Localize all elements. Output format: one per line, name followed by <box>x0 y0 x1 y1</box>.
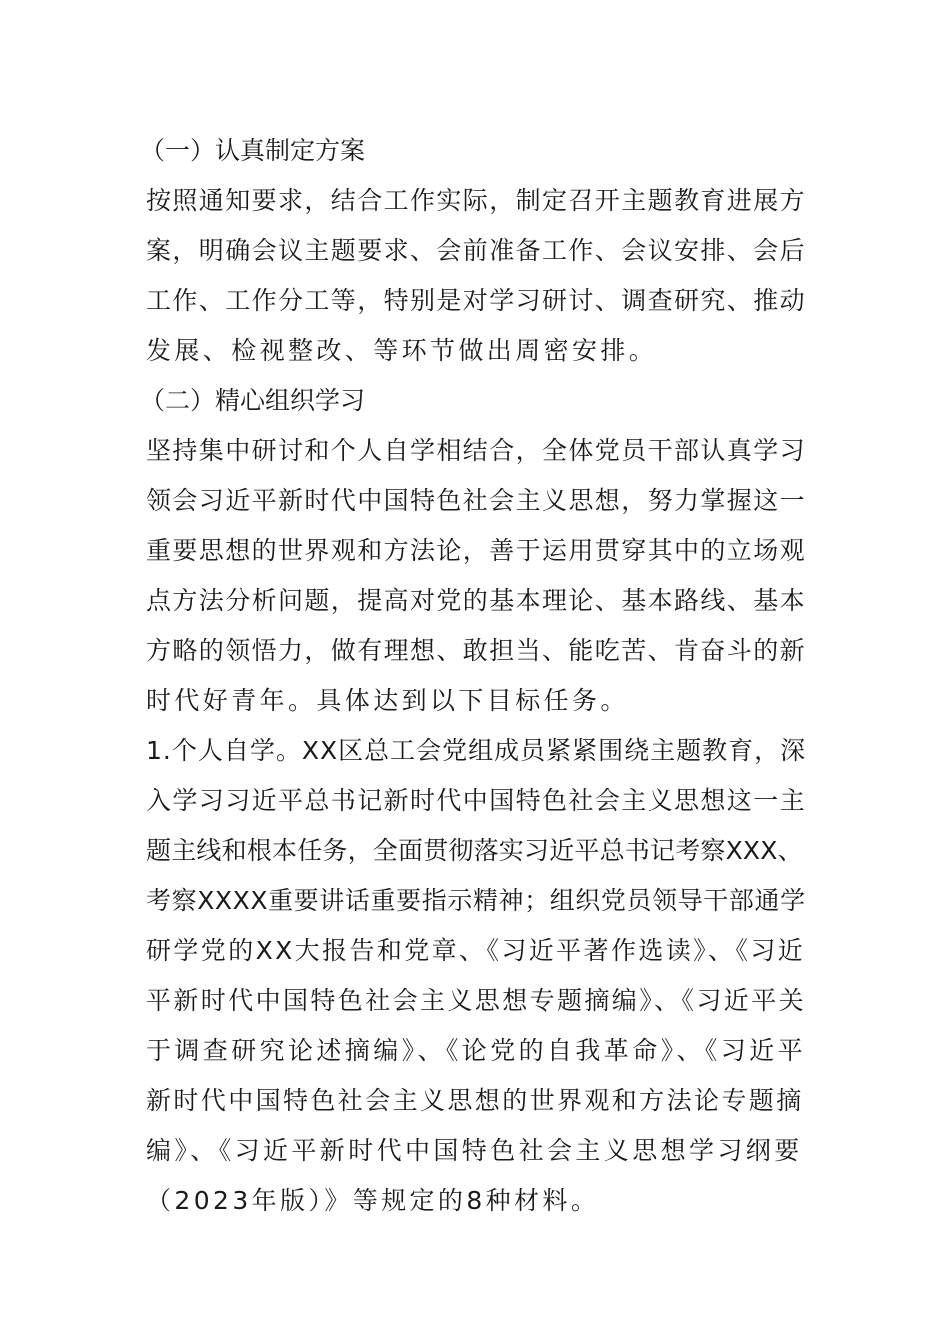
paragraph-line: 方略的领悟力，做有理想、敢担当、能吃苦、肯奋斗的新 <box>146 636 806 665</box>
paragraph-line: （2023年版）》等规定的8种材料。 <box>146 1186 600 1215</box>
paragraph-line: 工作、工作分工等，特别是对学习研讨、调查研究、推动 <box>146 286 806 315</box>
paragraph-line: 坚持集中研讨和个人自学相结合，全体党员干部认真学习 <box>146 436 806 465</box>
section-1-paragraph <box>146 176 806 376</box>
paragraph-line: 新时代中国特色社会主义思想的世界观和方法论专题摘 <box>146 1086 804 1115</box>
paragraph-line: 研学党的XX大报告和党章、《习近平著作选读》、《习近 <box>146 936 806 965</box>
paragraph-line: 考察XXXX重要讲话重要指示精神；组织党员领导干部通学 <box>146 886 806 915</box>
paragraph-line: 按照通知要求，结合工作实际，制定召开主题教育进展方 <box>146 186 806 215</box>
paragraph-line: 平新时代中国特色社会主义思想专题摘编》、《习近平关 <box>146 986 806 1015</box>
paragraph-line: 案，明确会议主题要求、会前准备工作、会议安排、会后 <box>146 236 806 265</box>
section-heading-2: （二）精心组织学习 <box>140 386 366 415</box>
paragraph-line: 点方法分析问题，提高对党的基本理论、基本路线、基本 <box>146 586 806 615</box>
paragraph-line: 重要思想的世界观和方法论，善于运用贯穿其中的立场观 <box>146 536 806 565</box>
paragraph-line: 1.个人自学。XX区总工会党组成员紧紧围绕主题教育，深 <box>146 736 806 765</box>
document-body <box>140 126 806 1226</box>
section-heading-1: （一）认真制定方案 <box>140 136 366 165</box>
paragraph-line: 领会习近平新时代中国特色社会主义思想，努力掌握这一 <box>146 486 806 515</box>
paragraph-line: 题主线和根本任务，全面贯彻落实习近平总书记考察XXX、 <box>146 836 803 865</box>
paragraph-line: 入学习习近平总书记新时代中国特色社会主义思想这一主 <box>146 786 806 815</box>
section-2-paragraph <box>146 426 806 726</box>
paragraph-line: 时代好青年。具体达到以下目标任务。 <box>146 686 629 715</box>
paragraph-line: 编》、《习近平新时代中国特色社会主义思想学习纲要 <box>146 1136 803 1165</box>
paragraph-line: 发展、检视整改、等环节做出周密安排。 <box>146 336 658 365</box>
paragraph-line: 于调查研究论述摘编》、《论党的自我革命》、《习近平 <box>146 1036 806 1065</box>
item-1-paragraph <box>146 726 806 1226</box>
